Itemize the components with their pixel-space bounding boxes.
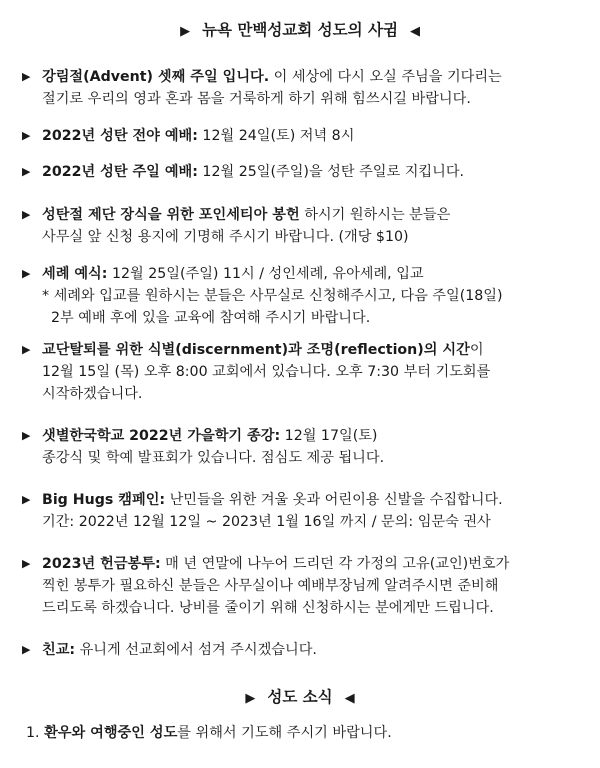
- arrow-left-icon: ◀: [409, 24, 420, 39]
- announcement-line: * 세례와 입교를 원하시는 분들은 사무실로 신청해주시고, 다음 주일(18일): [42, 288, 503, 304]
- announcement-line: 종강식 및 학예 발표회가 있습니다. 점심도 제공 됩니다.: [42, 450, 385, 466]
- announcement-text: 이: [469, 342, 484, 358]
- announcement-text: 난민들을 위한 겨울 옷과 어린이용 신발을 수집합니다.: [165, 492, 503, 508]
- news-title: 환우와 여행중인 성도: [44, 725, 178, 741]
- bullet-arrow-icon: ▶: [22, 208, 31, 221]
- announcement-title: 강림절(Advent) 셋째 주일 입니다.: [42, 69, 270, 85]
- announcement-title: 2023년 헌금봉투:: [42, 556, 161, 572]
- bullet-arrow-icon: ▶: [22, 493, 31, 506]
- bullet-arrow-icon: ▶: [22, 129, 31, 142]
- announcement-title: 2022년 성탄 주일 예배:: [42, 164, 198, 180]
- announcement-item: [22, 204, 582, 248]
- announcement-line: 드리도록 하겠습니다. 낭비를 줄이기 위해 신청하시는 분에게만 드립니다.: [42, 600, 494, 616]
- announcement-text: 12월 24일(토) 저녁 8시: [197, 128, 355, 144]
- bullet-arrow-icon: ▶: [22, 267, 31, 280]
- arrow-right-icon: ▶: [245, 691, 256, 706]
- announcement-item: [22, 66, 582, 110]
- section-heading-news: [0, 686, 600, 710]
- announcement-text: 하시기 원하시는 분들은: [299, 207, 451, 223]
- announcement-title: 성탄절 제단 장식을 위한 포인세티아 봉헌: [42, 207, 300, 223]
- announcement-item: [22, 161, 582, 183]
- announcement-text: 유니게 선교회에서 섬겨 주시겠습니다.: [75, 642, 317, 658]
- section-title: 뉴욕 만백성교회 성도의 사귐: [202, 21, 398, 39]
- announcement-title: 친교:: [42, 642, 76, 658]
- announcement-text: 이 세상에 다시 오실 주님을 기다리는: [269, 69, 502, 85]
- announcement-line: 시작하겠습니다.: [42, 386, 143, 402]
- bullet-arrow-icon: ▶: [22, 557, 31, 570]
- announcement-item: [22, 263, 582, 329]
- announcement-line: 사무실 앞 신청 용지에 기명해 주시기 바랍니다. (개당 $10): [42, 229, 409, 245]
- announcement-text: 12월 17일(토): [280, 428, 378, 444]
- arrow-left-icon: ◀: [344, 691, 355, 706]
- announcement-text: 12월 25일(주일) 11시 / 성인세례, 유아세례, 입교: [107, 266, 424, 282]
- bullet-arrow-icon: ▶: [22, 643, 31, 656]
- news-text: 를 위해서 기도해 주시기 바랍니다.: [177, 725, 392, 741]
- announcement-line: 2부 예배 후에 있을 교육에 참여해 주시기 바랍니다.: [42, 310, 371, 326]
- section-heading-fellowship: [0, 19, 600, 43]
- announcement-title: 2022년 성탄 전야 예배:: [42, 128, 198, 144]
- announcement-line: 절기로 우리의 영과 혼과 몸을 거룩하게 하기 위해 힘쓰시길 바랍니다.: [42, 91, 471, 107]
- section-title: 성도 소식: [267, 688, 333, 706]
- arrow-right-icon: ▶: [180, 24, 191, 39]
- news-number: 1.: [26, 725, 40, 741]
- announcement-item: [22, 125, 582, 147]
- announcement-title: 교단탈퇴를 위한 식별(discernment)과 조명(reflection)의 시간: [42, 342, 470, 358]
- bullet-arrow-icon: ▶: [22, 70, 31, 83]
- announcement-title: 세례 예식:: [42, 266, 108, 282]
- announcement-line: 12월 15일 (목) 오후 8:00 교회에서 있습니다. 오후 7:30 부터 기도회를: [42, 364, 491, 380]
- bullet-arrow-icon: ▶: [22, 165, 31, 178]
- announcement-item: [22, 553, 582, 619]
- announcement-title: Big Hugs 캠페인:: [42, 492, 166, 508]
- announcement-text: 12월 25일(주일)을 성탄 주일로 지킵니다.: [197, 164, 465, 180]
- announcement-item: [22, 339, 582, 405]
- news-item: [26, 722, 392, 744]
- announcement-text: 매 년 연말에 나누어 드리던 각 가정의 고유(교인)번호가: [160, 556, 510, 572]
- announcement-title: 샛별한국학교 2022년 가을학기 종강:: [42, 428, 281, 444]
- announcement-item: [22, 639, 582, 661]
- announcement-item: [22, 425, 582, 469]
- bullet-arrow-icon: ▶: [22, 429, 31, 442]
- announcement-item: [22, 489, 582, 533]
- announcement-line: 기간: 2022년 12월 12일 ~ 2023년 1월 16일 까지 / 문의: 임문숙 권사: [42, 514, 491, 530]
- announcement-line: 찍힌 봉투가 필요하신 분들은 사무실이나 예배부장님께 알려주시면 준비해: [42, 578, 499, 594]
- bullet-arrow-icon: ▶: [22, 343, 31, 356]
